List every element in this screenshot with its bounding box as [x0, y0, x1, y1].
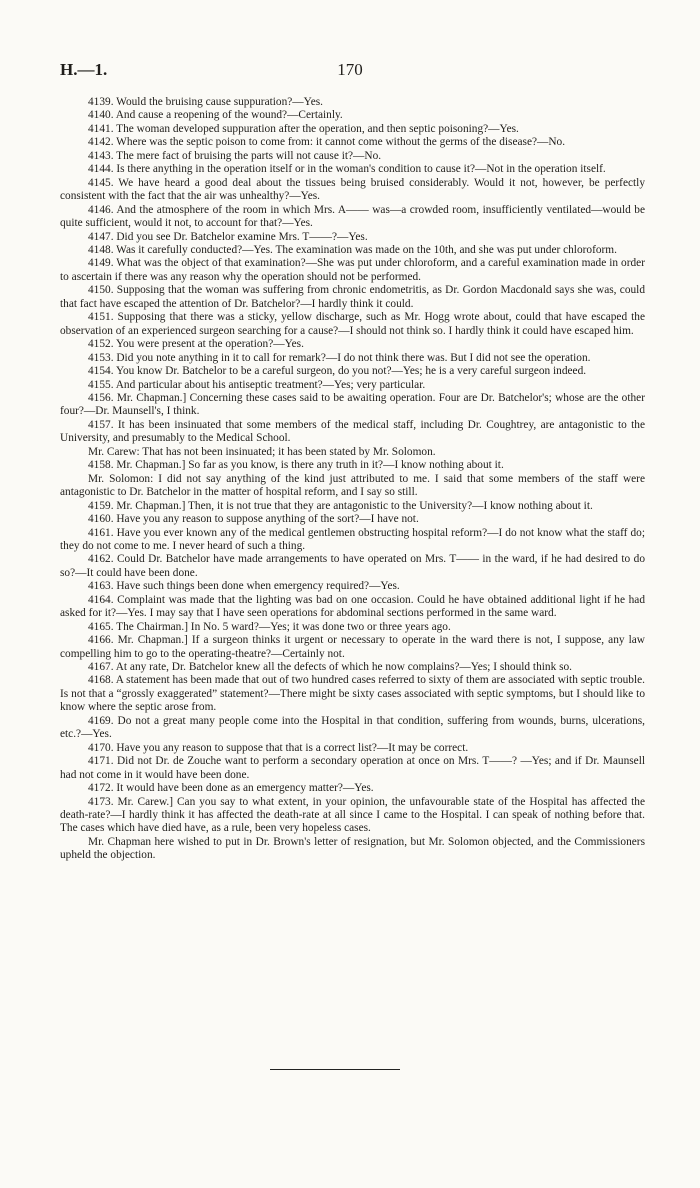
paragraph-4170: 4170. Have you any reason to suppose that that is a correct list?—It may be correct.: [88, 741, 469, 754]
paragraph-4147: 4147. Did you see Dr. Batchelor examine Mrs. T——?—Yes.: [88, 230, 368, 243]
paragraph-4141: 4141. The woman developed suppuration after the operation, and then septic poisoning?—Yes.: [88, 122, 519, 135]
paragraph-4162: 4162. Could Dr. Batchelor have made arrangements to have operated on Mrs. T—— in the ward, if he had desired to do so?—It could have been done.: [60, 553, 645, 579]
paragraph-4159: 4159. Mr. Chapman.] Then, it is not true that they are antagonistic to the University?—I know nothing about it.: [88, 499, 593, 512]
closing-rule: [270, 1069, 400, 1070]
paragraph-4151: 4151. Supposing that there was a sticky, yellow discharge, such as Mr. Hogg wrote about, could that have escaped the observation of an experienced surgeon searching for a cause?—I should not think so. I hardly think it could have escaped him.: [60, 311, 645, 337]
paragraph-4164: 4164. Complaint was made that the lighting was bad on one occasion. Could he have obtained additional light if he had asked for it?—Yes. I may say that I have seen operations for abdominal sections performed in the same ward.: [60, 593, 645, 620]
paragraph-4155: 4155. And particular about his antiseptic treatment?—Yes; very particular.: [88, 378, 426, 391]
paragraph-4156: 4156. Mr. Chapman.] Concerning these cases said to be awaiting operation. Four are Dr. Batchelor's; whose are the other four?—Dr. Maunsell's, I think.: [60, 391, 645, 418]
paragraph-4150: 4150. Supposing that the woman was suffering from chronic endometritis, as Dr. Gordon Macdonald says she was, could that fact have escaped the attention of Dr. Batchelor?—I hardly think it could.: [60, 284, 645, 310]
paragraph-4146: 4146. And the atmosphere of the room in which Mrs. A—— was—a crowded room, insufficiently ventilated—would be quite sufficient, would it not, to account for that?—Yes.: [60, 203, 645, 230]
paragraph-4165: 4165. The Chairman.] In No. 5 ward?—Yes; it was done two or three years ago.: [88, 620, 451, 633]
paragraph-4163: 4163. Have such things been done when emergency required?—Yes.: [88, 580, 400, 593]
paragraph-4142: 4142. Where was the septic poison to come from: it cannot come without the germs of the disease?—No.: [88, 136, 566, 149]
paragraph-carew-remark: Mr. Carew: That has not been insinuated; it has been stated by Mr. Solomon.: [88, 445, 436, 458]
page-number: 170: [337, 60, 363, 79]
paragraph-4154: 4154. You know Dr. Batchelor to be a careful surgeon, do you not?—Yes; he is a very careful surgeon indeed.: [88, 365, 587, 378]
paragraph-closing-note: Mr. Chapman here wished to put in Dr. Brown's letter of resignation, but Mr. Solomon objected, and the Commissioners upheld the objection.: [60, 835, 645, 862]
paragraph-solomon-remark: Mr. Solomon: I did not say anything of the kind just attributed to me. I said that some members of the staff were antagonistic to Dr. Batchelor in the matter of hospital reform, and I say so still.: [60, 472, 645, 499]
paragraph-4152: 4152. You were present at the operation?—Yes.: [88, 338, 304, 351]
paragraph-4149: 4149. What was the object of that examination?—She was put under chloroform, and a careful examination made in order to ascertain if there was any reason why the operation should not be performed.: [60, 257, 645, 283]
paragraph-4172: 4172. It would have been done as an emergency matter?—Yes.: [88, 782, 374, 795]
paragraph-4171: 4171. Did not Dr. de Zouche want to perform a secondary operation at once on Mrs. T——? —Yes; and if Dr. Maunsell had not come in it would have been done.: [60, 755, 645, 781]
paragraph-4158: 4158. Mr. Chapman.] So far as you know, is there any truth in it?—I know nothing about it.: [88, 459, 504, 472]
paragraph-4145: 4145. We have heard a good deal about the tissues being bruised considerably. Would it not, however, be perfectly consistent with the fact that the air was unhealthy?—Yes.: [60, 176, 645, 203]
paragraph-4166: 4166. Mr. Chapman.] If a surgeon thinks it urgent or necessary to operate in the ward there is not, I suppose, any law compelling him to go to the operating-theatre?—Certainly not.: [60, 634, 645, 660]
paragraph-4139: 4139. Would the bruising cause suppuration?—Yes.: [88, 96, 323, 108]
paragraph-4157: 4157. It has been insinuated that some members of the medical staff, including Dr. Coughtrey, are antagonistic to the University, and presumably to the Medical School.: [60, 418, 645, 445]
paragraph-4148: 4148. Was it carefully conducted?—Yes. The examination was made on the 10th, and she was put under chloroform.: [88, 243, 617, 256]
paragraph-4168: 4168. A statement has been made that out of two hundred cases referred to sixty of them are associated with septic trouble. Is not that a “grossly exaggerated” statement?—There might be sixty cases associated with septic symptoms, but I should like to know where the septic arose from.: [60, 674, 645, 714]
page-header: [60, 60, 640, 84]
paragraph-4143: 4143. The mere fact of bruising the parts will not cause it?—No.: [88, 149, 382, 162]
paragraph-4140: 4140. And cause a reopening of the wound?—Certainly.: [88, 109, 343, 122]
paragraph-4160: 4160. Have you any reason to suppose anything of the sort?—I have not.: [88, 513, 419, 526]
paragraph-4153: 4153. Did you note anything in it to call for remark?—I do not think there was. But I did not see the operation.: [88, 351, 591, 364]
page-body: [60, 96, 645, 863]
document-reference: H.—1.: [60, 60, 108, 79]
paragraph-4144: 4144. Is there anything in the operation itself or in the woman's condition to cause it?—Not in the operation itself.: [88, 163, 606, 176]
paragraph-4167: 4167. At any rate, Dr. Batchelor knew all the defects of which he now complains?—Yes; I should think so.: [88, 661, 573, 674]
paragraph-4169: 4169. Do not a great many people come into the Hospital in that condition, suffering from wounds, burns, ulcerations, etc.?—Yes.: [60, 714, 645, 741]
paragraph-4161: 4161. Have you ever known any of the medical gentlemen obstructing hospital reform?—I do not know what the staff do; they do not come to me. I never heard of such a thing.: [60, 526, 645, 552]
paragraph-4173: 4173. Mr. Carew.] Can you say to what extent, in your opinion, the unfavourable state of the Hospital has affected the death-rate?—I hardly think it has affected the death-rate at all since I came to the Hospital. I can speak of nothing before that. The cases which have died have, as a rule, been very hopeless cases.: [60, 795, 645, 835]
